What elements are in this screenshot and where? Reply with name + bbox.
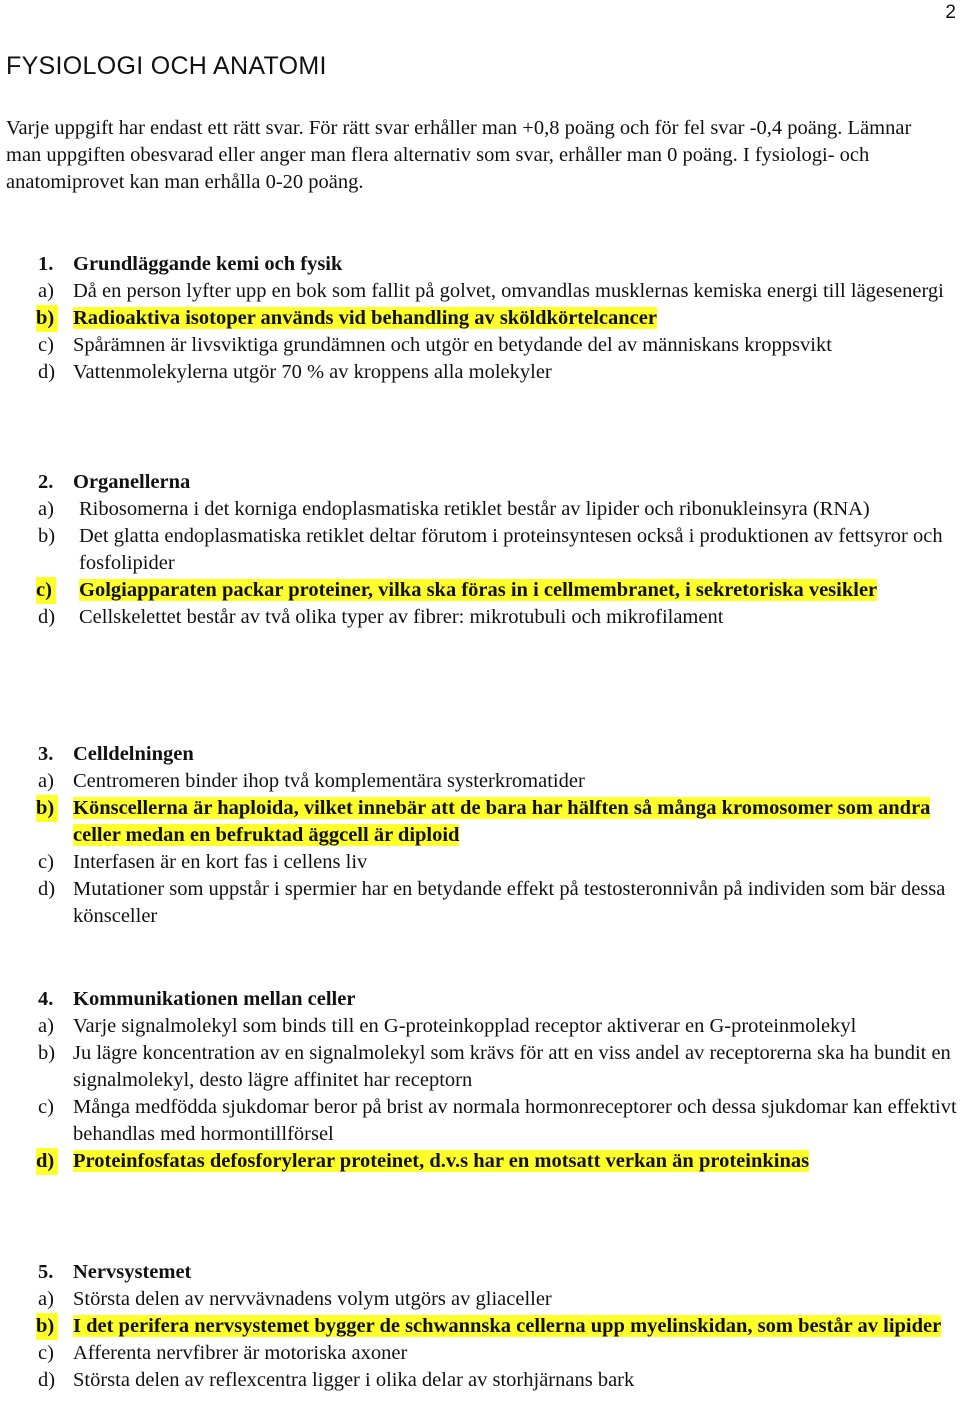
alternative-text: Det glatta endoplasmatiska retiklet deltar förutom i proteinsyntesen också i produktionen av fettsyror och fosfolipider — [79, 525, 943, 574]
answer-alternative — [38, 359, 958, 386]
question-number: 4. — [38, 988, 54, 1010]
question-number: 5. — [38, 1261, 54, 1283]
answer-alternative — [38, 1040, 958, 1094]
alternative-text: Proteinfosfatas defosforylerar proteinet, d.v.s har en motsatt verkan än proteinkinas — [73, 1150, 810, 1172]
answer-alternative — [38, 496, 958, 523]
answer-alternative — [38, 876, 958, 930]
alternative-text: Centromeren binder ihop två komplementära systerkromatider — [73, 770, 585, 792]
alternative-letter: b) — [38, 525, 56, 547]
alternative-text: Ju lägre koncentration av en signalmolekyl som krävs för att en viss andel av receptorerna ska ha bundit en signalmolekyl, desto lägre affinitet har receptorn — [73, 1042, 951, 1091]
alternative-letter: a) — [38, 1288, 54, 1310]
alternative-letter: c) — [36, 577, 56, 604]
question-number: 3. — [38, 743, 54, 765]
correct-answer-alternative — [38, 1313, 958, 1340]
alternative-letter: d) — [36, 1148, 58, 1175]
question-heading — [38, 1259, 958, 1286]
question-number: 2. — [38, 471, 54, 493]
alternative-text: Könscellerna är haploida, vilket innebär att de bara har hälften så många kromosomer som andra celler medan en befruktad äggcell är diploid — [73, 797, 931, 846]
question-3 — [38, 741, 958, 930]
alternative-text: Cellskelettet består av två olika typer av fibrer: mikrotubuli och mikrofilament — [79, 606, 724, 628]
alternative-text: Varje signalmolekyl som binds till en G-proteinkopplad receptor aktiverar en G-proteinmolekyl — [73, 1015, 857, 1037]
question-heading — [38, 741, 958, 768]
alternative-letter: d) — [38, 361, 56, 383]
alternative-text: Många medfödda sjukdomar beror på brist av normala hormonreceptorer och dessa sjukdomar kan effektivt behandlas med hormontillförsel — [73, 1096, 957, 1145]
intro-paragraph: Varje uppgift har endast ett rätt svar. För rätt svar erhåller man +0,8 poäng och för fel svar -0,4 poäng. Lämnar man uppgiften obesvarad eller anger man flera alternativ som svar, erhåller man 0 poäng. I fysiologi- och anatomiprovet kan man erhålla 0-20 poäng. — [6, 117, 912, 193]
answer-alternative — [38, 1013, 958, 1040]
alternative-letter: a) — [38, 280, 54, 302]
answer-alternative — [38, 1340, 958, 1367]
alternative-letter: a) — [38, 1015, 54, 1037]
question-number: 1. — [38, 253, 54, 275]
correct-answer-alternative — [38, 305, 958, 332]
answer-alternative — [38, 604, 958, 631]
alternative-text: Ribosomerna i det korniga endoplasmatiska retiklet består av lipider och ribonukleinsyra (RNA) — [79, 498, 870, 520]
alternative-text: Golgiapparaten packar proteiner, vilka ska föras in i cellmembranet, i sekretoriska vesikler — [79, 579, 878, 601]
alternative-letter: d) — [38, 606, 56, 628]
correct-answer-alternative — [38, 795, 958, 849]
answer-alternative — [38, 332, 958, 359]
alternative-letter: c) — [38, 334, 54, 356]
alternative-letter: a) — [38, 770, 54, 792]
answer-alternative — [38, 768, 958, 795]
alternative-text: Mutationer som uppstår i spermier har en betydande effekt på testosteronnivån på individen som bär dessa könsceller — [73, 878, 946, 927]
alternative-text: Största delen av reflexcentra ligger i olika delar av storhjärnans bark — [73, 1369, 635, 1391]
question-1 — [38, 251, 958, 386]
question-title: Organellerna — [73, 471, 191, 493]
correct-answer-alternative — [38, 1148, 958, 1175]
question-heading — [38, 469, 958, 496]
question-5 — [38, 1259, 958, 1394]
alternative-letter: b) — [36, 305, 58, 332]
answer-alternative — [38, 849, 958, 876]
question-title: Celldelningen — [73, 743, 194, 765]
question-title: Grundläggande kemi och fysik — [73, 253, 343, 275]
alternative-letter: b) — [36, 1313, 58, 1340]
question-title: Kommunikationen mellan celler — [73, 988, 356, 1010]
page-number: 2 — [945, 2, 956, 23]
alternative-letter: c) — [38, 1096, 54, 1118]
alternative-text: Interfasen är en kort fas i cellens liv — [73, 851, 368, 873]
alternative-letter: a) — [38, 498, 54, 520]
answer-alternative — [38, 278, 958, 305]
alternative-text: I det perifera nervsystemet bygger de schwannska cellerna upp myelinskidan, som består av lipider — [73, 1315, 942, 1337]
alternative-text: Största delen av nervvävnadens volym utgörs av gliaceller — [73, 1288, 552, 1310]
question-title: Nervsystemet — [73, 1261, 192, 1283]
correct-answer-alternative — [38, 577, 958, 604]
alternative-letter: b) — [36, 795, 58, 822]
question-heading — [38, 251, 958, 278]
alternative-text: Radioaktiva isotoper används vid behandling av sköldkörtelcancer — [73, 307, 657, 329]
question-heading — [38, 986, 958, 1013]
alternative-text: Afferenta nervfibrer är motoriska axoner — [73, 1342, 408, 1364]
answer-alternative — [38, 1094, 958, 1148]
question-2 — [38, 469, 958, 631]
alternative-text: Spårämnen är livsviktiga grundämnen och utgör en betydande del av människans kroppsvikt — [73, 334, 832, 356]
alternative-text: Vattenmolekylerna utgör 70 % av kroppens alla molekyler — [73, 361, 552, 383]
alternative-letter: c) — [38, 1342, 54, 1364]
alternative-letter: c) — [38, 851, 54, 873]
question-4 — [38, 986, 958, 1175]
answer-alternative — [38, 1286, 958, 1313]
alternative-letter: d) — [38, 1369, 56, 1391]
page-title: FYSIOLOGI OCH ANATOMI — [6, 52, 327, 80]
alternative-letter: b) — [38, 1042, 56, 1064]
alternative-text: Då en person lyfter upp en bok som fallit på golvet, omvandlas musklernas kemiska energi till lägesenergi — [73, 280, 944, 302]
alternative-letter: d) — [38, 878, 56, 900]
answer-alternative — [38, 523, 958, 577]
answer-alternative — [38, 1367, 958, 1394]
